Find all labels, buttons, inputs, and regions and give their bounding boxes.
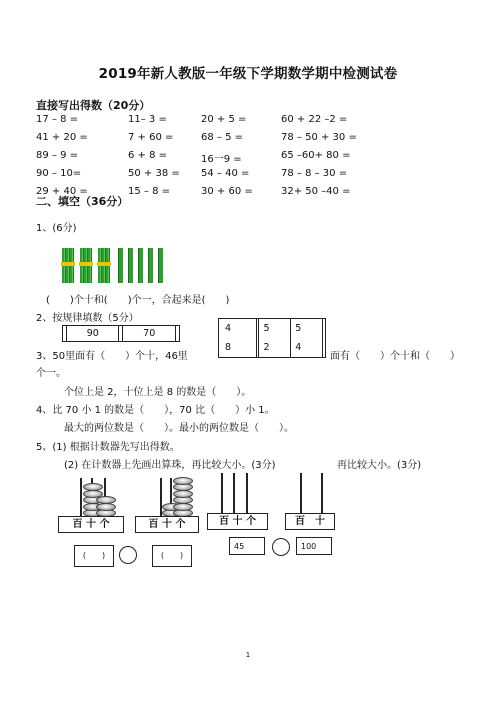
abacus-4-base: 百 十 bbox=[285, 513, 335, 530]
arithmetic-item: 17 – 8 = bbox=[36, 114, 79, 125]
single-stick bbox=[118, 248, 123, 283]
arithmetic-item: 20 + 5 = bbox=[201, 114, 247, 125]
abacus-bead[interactable] bbox=[83, 483, 103, 491]
arithmetic-item: 16一9 = bbox=[201, 154, 242, 165]
q3-tail: 个一。 bbox=[36, 368, 66, 379]
abacus-bead[interactable] bbox=[173, 477, 193, 485]
q3-suffix: 面有（ ）个十和（ ） bbox=[330, 351, 460, 362]
single-stick bbox=[158, 248, 163, 283]
q5-sub2: (2) 在计数器上先画出算珠，再比较大小。(3分) bbox=[64, 460, 276, 471]
arithmetic-item: 11– 3 = bbox=[128, 114, 167, 125]
arithmetic-item: 90 – 10= bbox=[36, 168, 82, 179]
abacus-rod-tens[interactable] bbox=[321, 473, 323, 513]
arithmetic-item: 68 – 5 = bbox=[201, 132, 244, 143]
abacus-1-base: 百 十 个 bbox=[58, 516, 124, 533]
section2-heading: 二、填空（36分） bbox=[36, 195, 129, 208]
abacus-bead[interactable] bbox=[96, 496, 116, 504]
pattern-cell: 5 bbox=[259, 319, 291, 339]
arithmetic-item: 6 + 8 = bbox=[128, 150, 168, 161]
answer-box-2[interactable]: ( ) bbox=[152, 545, 192, 567]
q4-text: 4、比 70 小 1 的数是（ ），70 比（ ）小 1。 bbox=[36, 405, 275, 416]
pattern-table-1 bbox=[62, 325, 180, 342]
compare-circle-1[interactable] bbox=[119, 546, 137, 564]
arithmetic-item: 15 – 8 = bbox=[128, 186, 171, 197]
q3b-text: 个位上是 2，十位上是 8 的数是（ ）。 bbox=[64, 387, 252, 398]
page-title: 2019年新人教版一年级下学期数学期中检测试卷 bbox=[98, 66, 398, 82]
abacus-rod-ones[interactable] bbox=[246, 473, 248, 513]
pattern-cell: 4 bbox=[219, 319, 257, 339]
pattern-cell: 70 bbox=[123, 326, 175, 342]
abacus-rod-hundreds[interactable] bbox=[80, 478, 82, 516]
arithmetic-item: 30 + 60 = bbox=[201, 186, 253, 197]
pattern-cell: 5 bbox=[291, 319, 323, 339]
arithmetic-item: 60 + 22 –2 = bbox=[281, 114, 348, 125]
pattern-cell[interactable] bbox=[323, 338, 326, 358]
pattern-cell: 2 bbox=[259, 338, 291, 358]
pattern-cell: 90 bbox=[67, 326, 119, 342]
arithmetic-item: 78 – 50 + 30 = bbox=[281, 132, 357, 143]
abacus-2-base: 百 十 个 bbox=[135, 516, 199, 533]
q1-label: 1、(6分) bbox=[36, 223, 77, 234]
q4b-text: 最大的两位数是（ ）。最小的两位数是（ ）。 bbox=[64, 423, 294, 434]
single-stick bbox=[138, 248, 143, 283]
pattern-cell: 4 bbox=[291, 338, 323, 358]
single-stick bbox=[148, 248, 153, 283]
arithmetic-item: 29 + 40 = bbox=[36, 186, 88, 197]
bundle-tie bbox=[97, 262, 111, 266]
q2-label: 2、按规律填数（5分） bbox=[36, 313, 139, 324]
single-stick bbox=[128, 248, 133, 283]
q5-label: 5、(1) 根据计数器先写出得数。 bbox=[36, 442, 180, 453]
bundle-tie bbox=[79, 262, 93, 266]
arithmetic-item: 7 + 60 = bbox=[128, 132, 174, 143]
abacus-rod-hundreds[interactable] bbox=[221, 473, 223, 513]
arithmetic-item: 65 –60+ 80 = bbox=[281, 150, 351, 161]
abacus-3-base: 百 十 个 bbox=[207, 513, 268, 530]
bundle-tie bbox=[61, 262, 75, 266]
section1-heading: 直接写出得数（20分） bbox=[36, 99, 151, 112]
q5-sub2-extra: 再比较大小。(3分) bbox=[337, 460, 422, 471]
arithmetic-item: 78 – 8 – 30 = bbox=[281, 168, 348, 179]
abacus-rod-hundreds[interactable] bbox=[300, 473, 302, 513]
value-box-3: 45 bbox=[229, 537, 265, 555]
arithmetic-item: 32+ 50 –40 = bbox=[281, 186, 351, 197]
pattern-table-2 bbox=[218, 318, 326, 358]
arithmetic-item: 89 – 9 = bbox=[36, 150, 79, 161]
abacus-rod-hundreds[interactable] bbox=[160, 478, 162, 516]
q3-prefix: 3、50里面有（ ）个十，46里 bbox=[36, 351, 188, 362]
arithmetic-item: 50 + 38 = bbox=[128, 168, 180, 179]
pattern-cell[interactable] bbox=[175, 326, 179, 342]
answer-box-1[interactable]: ( ) bbox=[74, 545, 114, 567]
arithmetic-item: 54 – 40 = bbox=[201, 168, 250, 179]
pattern-cell[interactable] bbox=[323, 319, 326, 339]
pattern-cell: 8 bbox=[219, 338, 257, 358]
compare-circle-2[interactable] bbox=[272, 538, 290, 556]
value-box-4: 100 bbox=[296, 537, 332, 555]
page-number: 1 bbox=[245, 651, 251, 659]
abacus-rod-tens[interactable] bbox=[233, 473, 235, 513]
q1-answer-line: ( )个十和( )个一，合起来是( ) bbox=[46, 295, 230, 306]
arithmetic-item: 41 + 20 = bbox=[36, 132, 88, 143]
